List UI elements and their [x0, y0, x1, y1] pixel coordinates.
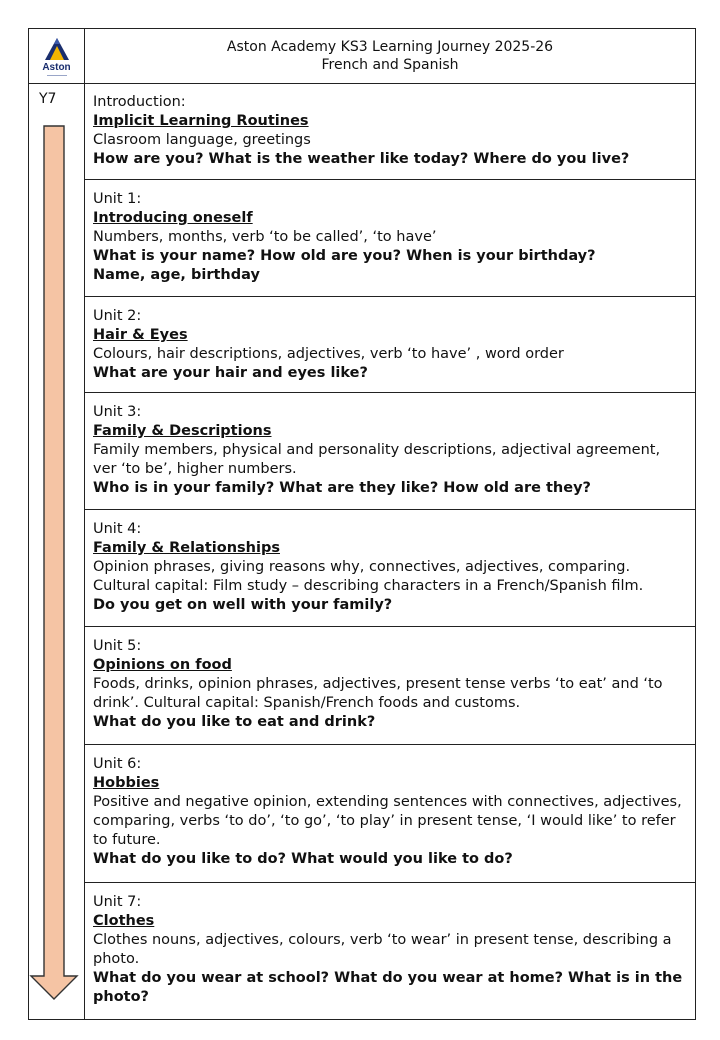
- row-divider: [84, 179, 695, 180]
- unit-key-words: Name, age, birthday: [93, 267, 260, 283]
- unit-title: Hobbies: [93, 775, 160, 791]
- unit-label: Unit 1:: [93, 191, 142, 207]
- unit-question: Who is in your family? What are they like? How old are they?: [93, 480, 591, 496]
- unit-3: [93, 403, 687, 498]
- unit-7: [93, 893, 687, 1007]
- unit-introduction: [93, 93, 687, 169]
- unit-content: Family members, physical and personality descriptions, adjectival agreement, ver ‘to be’, higher numbers.: [93, 442, 661, 477]
- unit-content: Foods, drinks, opinion phrases, adjectives, present tense verbs ‘to eat’ and ‘to drink’. Cultural capital: Spanish/French foods and customs.: [93, 676, 663, 711]
- unit-question: What do you like to eat and drink?: [93, 714, 376, 730]
- unit-content: Clothes nouns, adjectives, colours, verb ‘to wear’ in present tense, describing a photo.: [93, 932, 672, 967]
- unit-6: [93, 755, 687, 869]
- unit-title: Opinions on food: [93, 657, 232, 673]
- unit-content: Numbers, months, verb ‘to be called’, ‘to have’: [93, 229, 437, 245]
- unit-content: Positive and negative opinion, extending sentences with connectives, adjectives, comparing, verbs ‘to do’, ‘to go’, ‘to play’ in present tense, ‘I would like’ to refer to future.: [93, 794, 682, 848]
- row-divider: [84, 882, 695, 883]
- unit-label: Unit 7:: [93, 894, 142, 910]
- progress-arrow-icon: [29, 29, 85, 1021]
- unit-question: Do you get on well with your family?: [93, 597, 393, 613]
- unit-title: Family & Descriptions: [93, 423, 272, 439]
- unit-question: How are you? What is the weather like today? Where do you live?: [93, 151, 630, 167]
- unit-5: [93, 637, 687, 732]
- unit-label: Unit 3:: [93, 404, 142, 420]
- unit-2: [93, 307, 687, 383]
- row-divider: [84, 296, 695, 297]
- learning-journey-table: [28, 28, 696, 1020]
- unit-label: Introduction:: [93, 94, 186, 110]
- unit-4: [93, 520, 687, 615]
- unit-question: What do you wear at school? What do you wear at home? What is in the photo?: [93, 970, 683, 1005]
- header-divider: [29, 83, 695, 84]
- title-line-1: Aston Academy KS3 Learning Journey 2025-26: [226, 39, 554, 55]
- unit-title: Family & Relationships: [93, 540, 280, 556]
- unit-question: What do you like to do? What would you like to do?: [93, 851, 513, 867]
- row-divider: [84, 509, 695, 510]
- unit-content: Opinion phrases, giving reasons why, connectives, adjectives, comparing. Cultural capital: Film study – describing characters in a French/Spanish film.: [93, 559, 644, 594]
- unit-title: Hair & Eyes: [93, 327, 188, 343]
- unit-label: Unit 5:: [93, 638, 142, 654]
- row-divider: [84, 626, 695, 627]
- year-label: Y7: [39, 91, 57, 107]
- unit-label: Unit 2:: [93, 308, 142, 324]
- unit-content: Clasroom language, greetings: [93, 132, 311, 148]
- logo-text: Aston: [42, 61, 71, 73]
- title-line-2: French and Spanish: [321, 57, 459, 73]
- unit-1: [93, 190, 687, 285]
- unit-title: Implicit Learning Routines: [93, 113, 309, 129]
- unit-label: Unit 6:: [93, 756, 142, 772]
- row-divider: [84, 744, 695, 745]
- page-title: [85, 29, 695, 83]
- unit-title: Introducing oneself: [93, 210, 253, 226]
- unit-content: Colours, hair descriptions, adjectives, verb ‘to have’ , word order: [93, 346, 564, 362]
- unit-title: Clothes: [93, 913, 155, 929]
- unit-question: What are your hair and eyes like?: [93, 365, 368, 381]
- unit-question: What is your name? How old are you? When is your birthday?: [93, 248, 596, 264]
- unit-label: Unit 4:: [93, 521, 142, 537]
- row-divider: [84, 392, 695, 393]
